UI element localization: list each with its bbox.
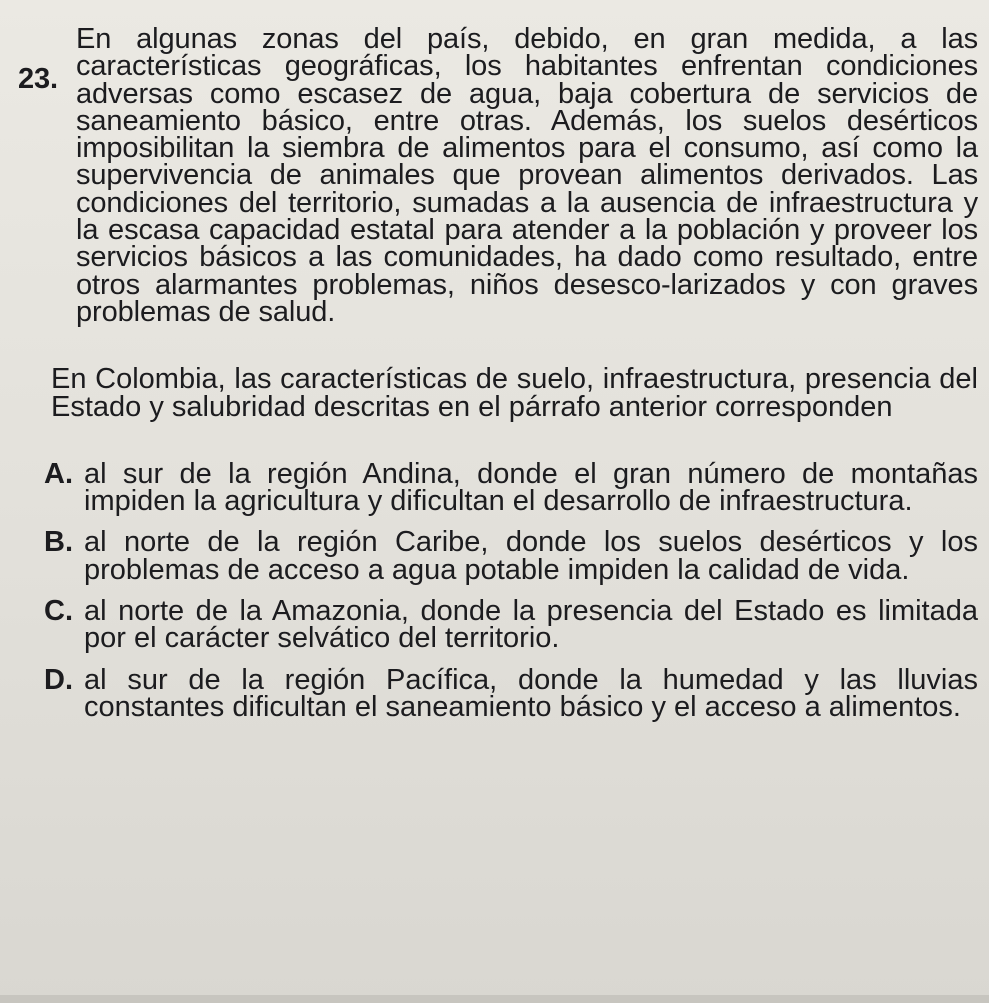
question-prompt: En Colombia, las características de suelo, infraestructura, presencia del Estado y salubridad descritas en el párrafo anterior corresponden	[51, 363, 978, 423]
answer-options	[18, 457, 978, 723]
option-text: al norte de la Amazonia, donde la presencia del Estado es limitada por el carácter selvático del territorio.	[84, 595, 978, 655]
question-stem: En algunas zonas del país, debido, en gran medida, a las características geográficas, los habitantes enfrentan condiciones adversas como escasez de agua, baja cobertura de servicios de saneamiento básico, entre otras. Además, los suelos desérticos imposibilitan la siembra de alimentos para el consumo, así como la supervivencia de animales que provean alimentos derivados. Las condiciones del territorio, sumadas a la ausencia de infraestructura y la escasa capacidad estatal para atender a la población y proveer los servicios básicos a las comunidades, ha dado como resultado, entre otros alarmantes problemas, niños desesco-larizados y con graves problemas de salud.	[76, 23, 978, 328]
question-block	[18, 23, 978, 328]
exam-page	[18, 23, 978, 994]
option-c	[18, 595, 978, 655]
option-letter: B.	[44, 526, 73, 559]
question-number: 23.	[18, 63, 59, 95]
page-edge	[0, 995, 989, 1003]
option-text: al norte de la región Caribe, donde los suelos desérticos y los problemas de acceso a agua potable impiden la calidad de vida.	[84, 526, 978, 586]
option-text: al sur de la región Andina, donde el gran número de montañas impiden la agricultura y dificultan el desarrollo de infraestructura.	[84, 457, 978, 518]
option-letter: D.	[44, 663, 73, 696]
option-a	[18, 457, 978, 518]
option-d	[18, 663, 978, 723]
option-text: al sur de la región Pacífica, donde la humedad y las lluvias constantes dificultan el saneamiento básico y el acceso a alimentos.	[84, 663, 978, 723]
option-letter: C.	[44, 595, 73, 628]
option-letter: A.	[44, 457, 73, 490]
option-b	[18, 526, 978, 586]
